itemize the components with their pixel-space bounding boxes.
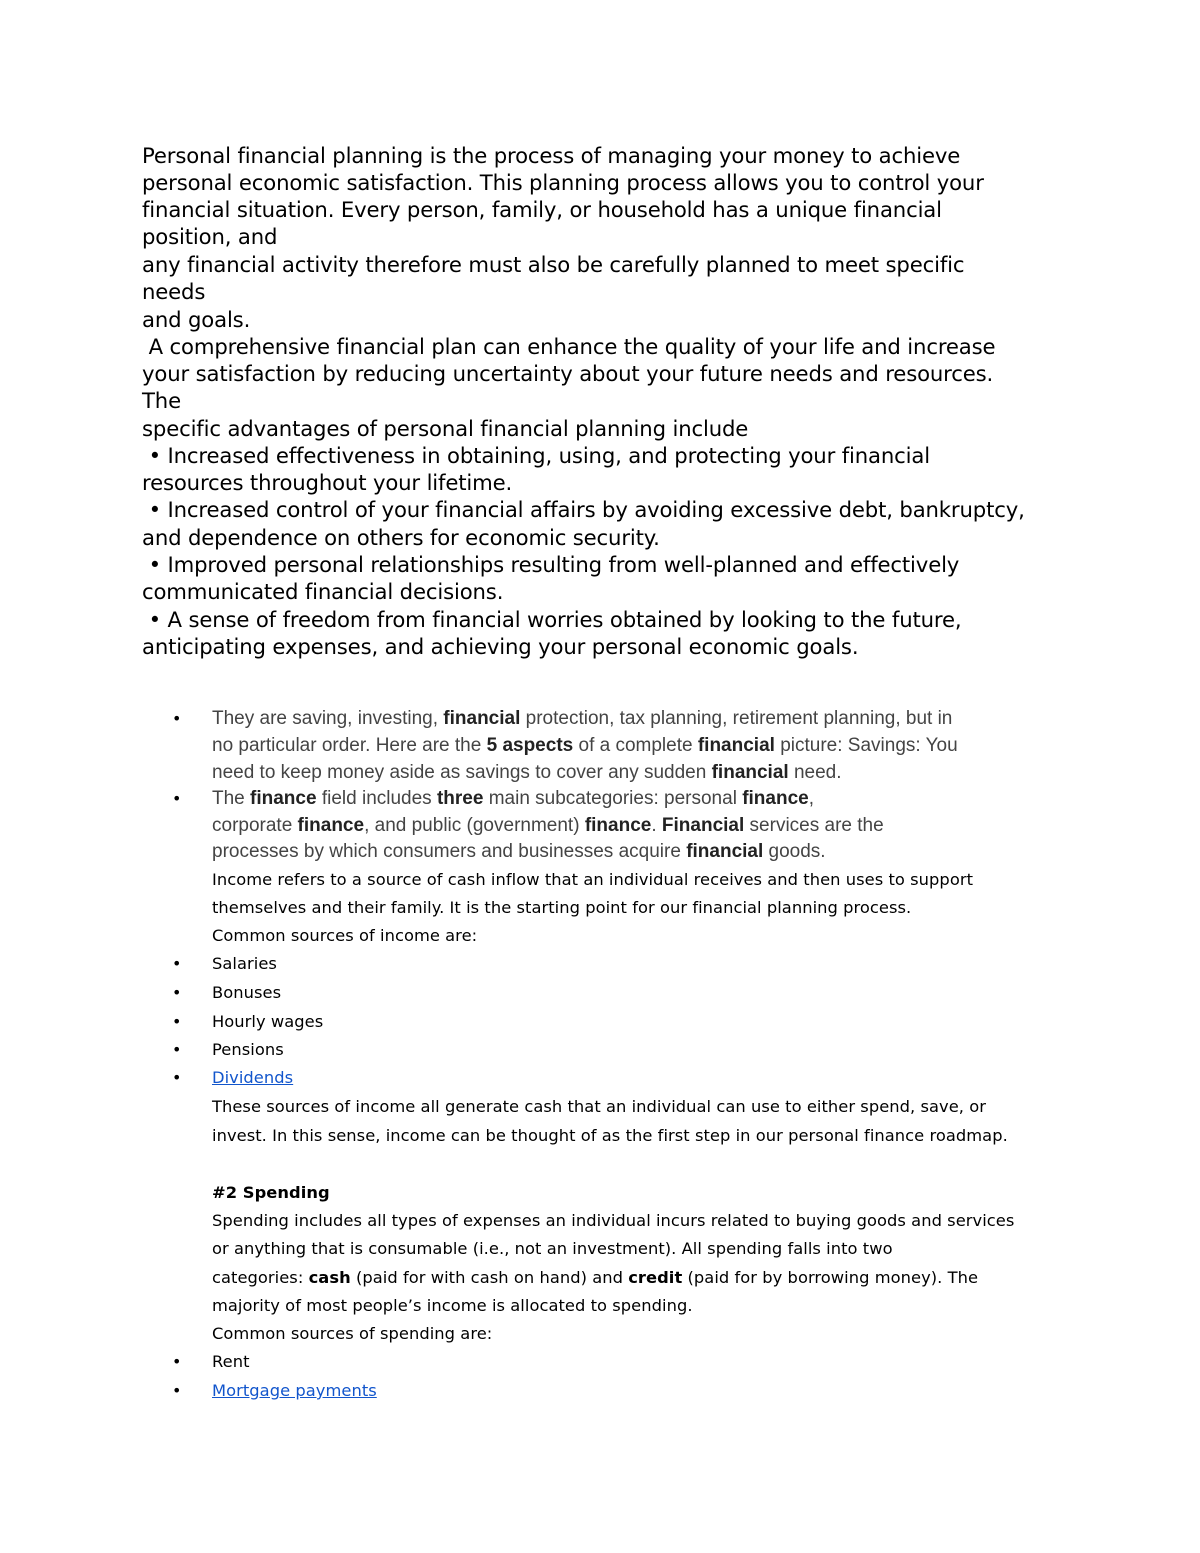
bullet-icon: • [172, 1040, 182, 1059]
income-after-line: invest. In this sense, income can be thought of as the first step in our personal finance roadmap. [212, 1126, 1008, 1145]
bullet-icon: • [172, 954, 182, 973]
aspects-item-line: corporate finance, and public (government) finance. Financial services are the [212, 815, 884, 836]
income-after-line: These sources of income all generate cash that an individual can use to either spend, save, or [212, 1097, 987, 1116]
intro-line: • Improved personal relationships resulting from well-planned and effectively [142, 552, 960, 577]
intro-line: • Increased effectiveness in obtaining, using, and protecting your financial [142, 443, 930, 468]
bullet-icon: • [172, 709, 182, 728]
intro-line: resources throughout your lifetime. [142, 470, 513, 495]
income-intro-line: Common sources of income are: [212, 926, 478, 945]
intro-line: A comprehensive financial plan can enhance the quality of your life and increase [142, 334, 996, 359]
intro-line: any financial activity therefore must also be carefully planned to meet specific [142, 252, 965, 277]
intro-line: anticipating expenses, and achieving your personal economic goals. [142, 634, 859, 659]
spending-line: or anything that is consumable (i.e., not an investment). All spending falls into two [212, 1239, 893, 1258]
spending-heading: #2 Spending [212, 1183, 330, 1202]
intro-line: financial situation. Every person, family, or household has a unique financial [142, 197, 942, 222]
bullet-icon: • [172, 1381, 182, 1400]
bullet-icon: • [172, 1352, 182, 1371]
aspects-item-line: no particular order. Here are the 5 aspects of a complete financial picture: Savings: You [212, 735, 958, 756]
mortgage-payments-link[interactable]: Mortgage payments [212, 1381, 377, 1400]
aspects-item-line: processes by which consumers and businesses acquire financial goods. [212, 841, 826, 862]
income-source-item [212, 1064, 293, 1092]
intro-line: personal economic satisfaction. This planning process allows you to control your [142, 170, 984, 195]
income-source-item: Bonuses [212, 983, 282, 1002]
bullet-icon: • [172, 1068, 182, 1087]
intro-line: Personal financial planning is the process of managing your money to achieve [142, 143, 961, 168]
bullet-icon: • [172, 983, 182, 1002]
dividends-link[interactable]: Dividends [212, 1068, 294, 1087]
income-intro-line: themselves and their family. It is the starting point for our financial planning process. [212, 898, 912, 917]
aspects-item-line: They are saving, investing, financial protection, tax planning, retirement planning, but in [212, 708, 953, 729]
intro-line: your satisfaction by reducing uncertainty about your future needs and resources. [142, 361, 994, 386]
bullet-icon: • [172, 1012, 182, 1031]
spending-line: categories: cash (paid for with cash on hand) and credit (paid for by borrowing money). The [212, 1268, 979, 1287]
income-source-item: Pensions [212, 1040, 284, 1059]
intro-line: and goals. [142, 307, 251, 332]
spending-source-item: Rent [212, 1352, 250, 1371]
spending-source-item [212, 1377, 377, 1405]
intro-line: • A sense of freedom from financial worries obtained by looking to the future, [142, 607, 962, 632]
intro-line: needs [142, 279, 206, 304]
intro-line: specific advantages of personal financial planning include [142, 416, 749, 441]
aspects-item-line: The finance field includes three main subcategories: personal finance, [212, 788, 815, 809]
aspects-item-line: need to keep money aside as savings to cover any sudden financial need. [212, 762, 842, 783]
intro-line: • Increased control of your financial affairs by avoiding excessive debt, bankruptcy, [142, 497, 1025, 522]
intro-line: The [142, 388, 181, 413]
spending-line: Spending includes all types of expenses an individual incurs related to buying goods and services [212, 1211, 1015, 1230]
intro-line: and dependence on others for economic security. [142, 525, 660, 550]
intro-line: communicated financial decisions. [142, 579, 504, 604]
spending-line: majority of most people’s income is allocated to spending. [212, 1296, 693, 1315]
income-intro-line: Income refers to a source of cash inflow that an individual receives and then uses to support [212, 870, 974, 889]
bullet-icon: • [172, 789, 182, 808]
income-source-item: Salaries [212, 954, 277, 973]
intro-line: position, and [142, 224, 278, 249]
income-source-item: Hourly wages [212, 1012, 324, 1031]
spending-line: Common sources of spending are: [212, 1324, 493, 1343]
